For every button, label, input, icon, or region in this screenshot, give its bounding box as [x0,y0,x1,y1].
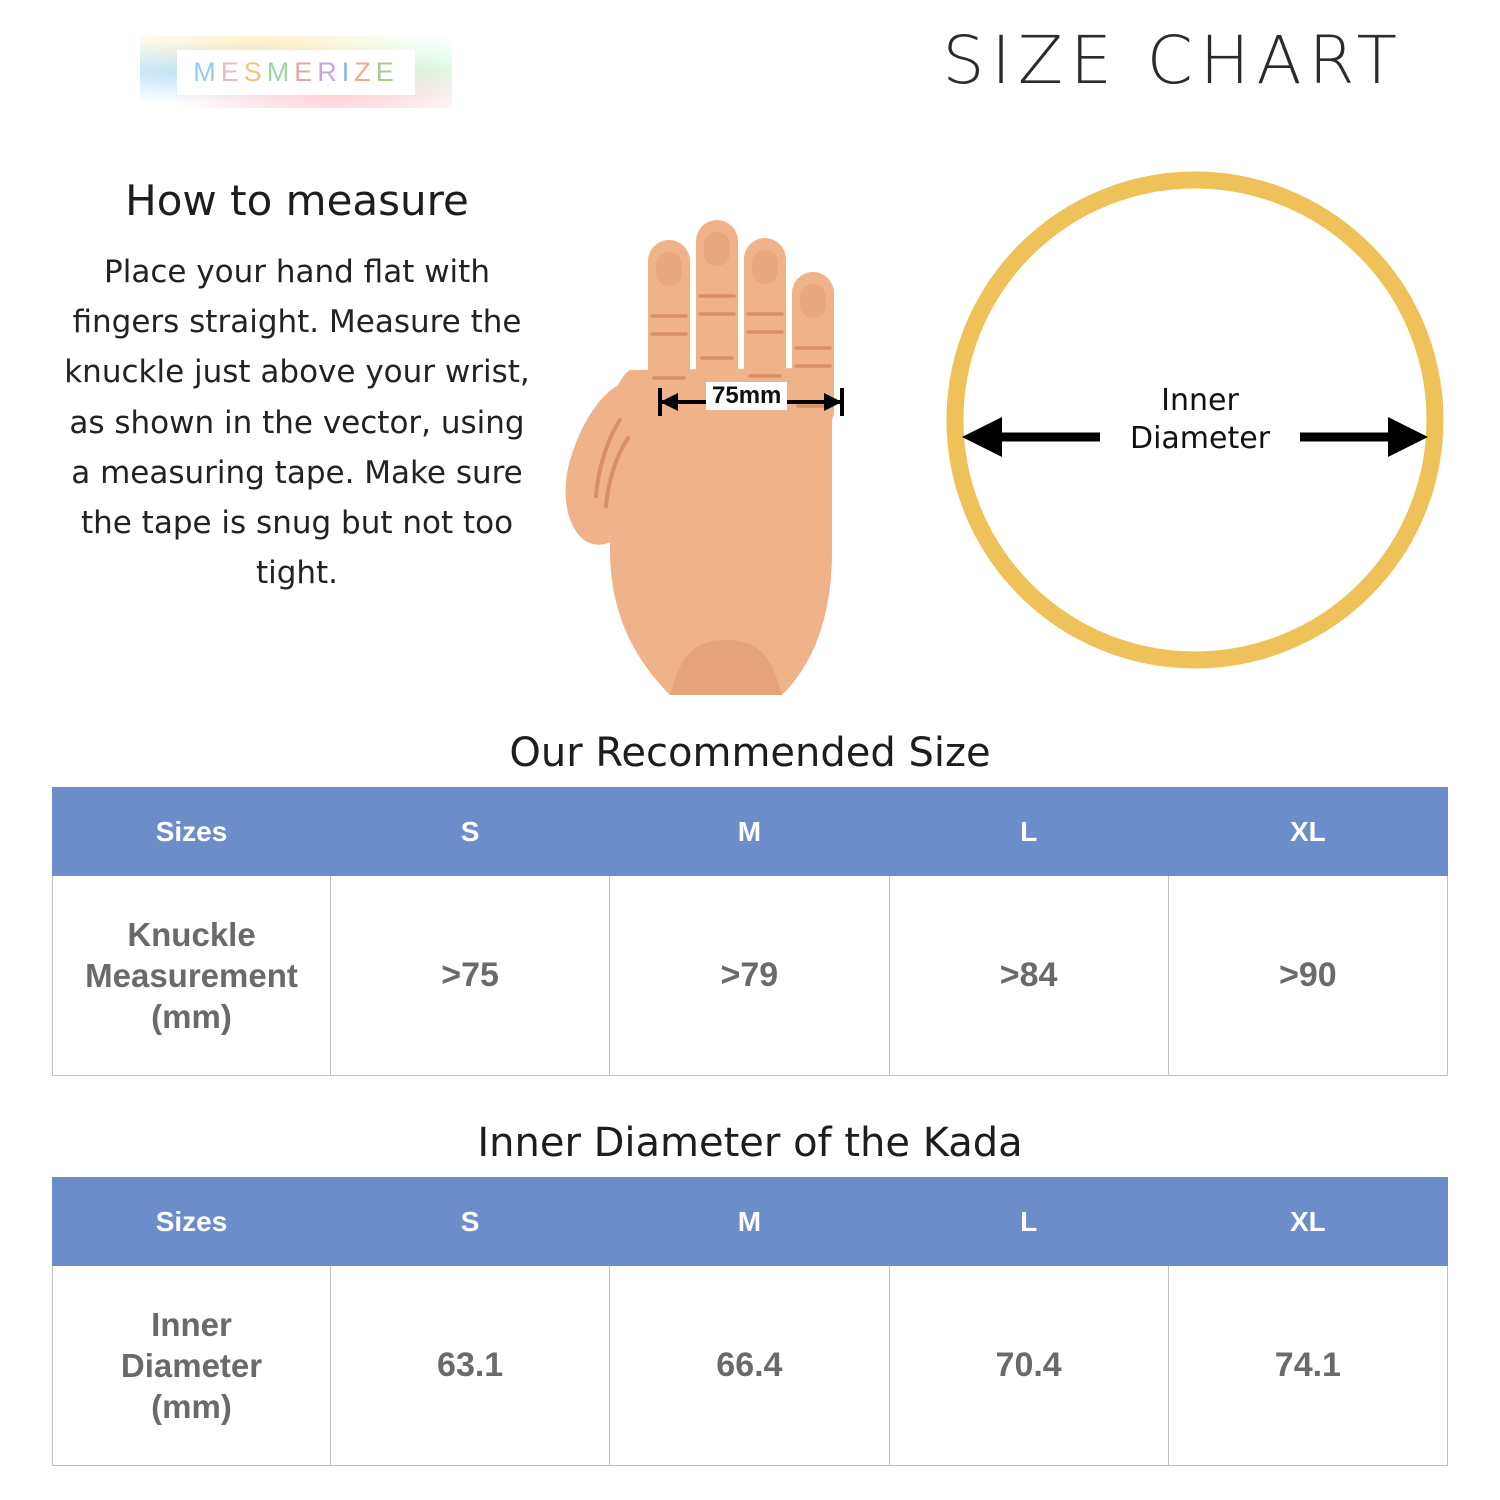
table-row [53,876,1448,1076]
th-l: L [889,788,1168,876]
middle-nail [704,232,730,266]
th-sizes: Sizes [53,1178,331,1266]
th-xl: XL [1168,788,1447,876]
row-label-line1: Inner [151,1305,232,1343]
how-to-measure-block [62,176,532,599]
brand-logo-text: MESMERIZE [177,50,415,95]
row-label-line2: Measurement [85,956,298,994]
row-label-line2: Diameter [120,1346,263,1384]
th-xl: XL [1168,1178,1447,1266]
row-label-knuckle [53,876,331,1076]
cell-knuckle-xl: >90 [1168,876,1447,1076]
row-label-line1: Knuckle [127,915,256,953]
th-l: L [889,1178,1168,1266]
th-s: S [331,1178,610,1266]
inner-diameter-label-line1: Inner [1161,383,1239,418]
table-header-row [53,788,1448,876]
inner-diameter-label [1100,382,1300,457]
section-title-inner-diameter: Inner Diameter of the Kada [477,1120,1023,1166]
cell-diameter-l: 70.4 [889,1266,1168,1466]
knuckle-measure-label: 75mm [706,382,787,410]
cell-knuckle-s: >75 [331,876,610,1076]
table-header-row [53,1178,1448,1266]
inner-diameter-table [52,1177,1448,1466]
row-label-line3: (mm) [151,1388,232,1426]
how-to-measure-heading: How to measure [125,176,469,225]
cell-knuckle-l: >84 [889,876,1168,1076]
th-m: M [610,1178,889,1266]
th-m: M [610,788,889,876]
knuckle-measurement-table [52,787,1448,1076]
table-row [53,1266,1448,1466]
page-title: SIZE CHART [942,22,1404,99]
inner-diameter-label-line2: Diameter [1129,420,1271,456]
section-title-recommended-size: Our Recommended Size [509,730,991,776]
cell-diameter-m: 66.4 [610,1266,889,1466]
row-label-inner-diameter [53,1266,331,1466]
cell-knuckle-m: >79 [610,876,889,1076]
how-to-measure-text: Place your hand flat with fingers straight. Measure the knuckle just above your wrist, as shown in the vector, using a measuring tape. Make sure the tape is snug but not too tight. [64,254,530,592]
index-nail [656,252,682,286]
th-s: S [331,788,610,876]
row-label-line3: (mm) [151,998,232,1036]
little-nail [800,284,826,318]
th-sizes: Sizes [53,788,331,876]
ring-nail [752,250,778,284]
hand-illustration [520,120,940,710]
cell-diameter-s: 63.1 [331,1266,610,1466]
brand-logo [140,36,452,108]
cell-diameter-xl: 74.1 [1168,1266,1447,1466]
